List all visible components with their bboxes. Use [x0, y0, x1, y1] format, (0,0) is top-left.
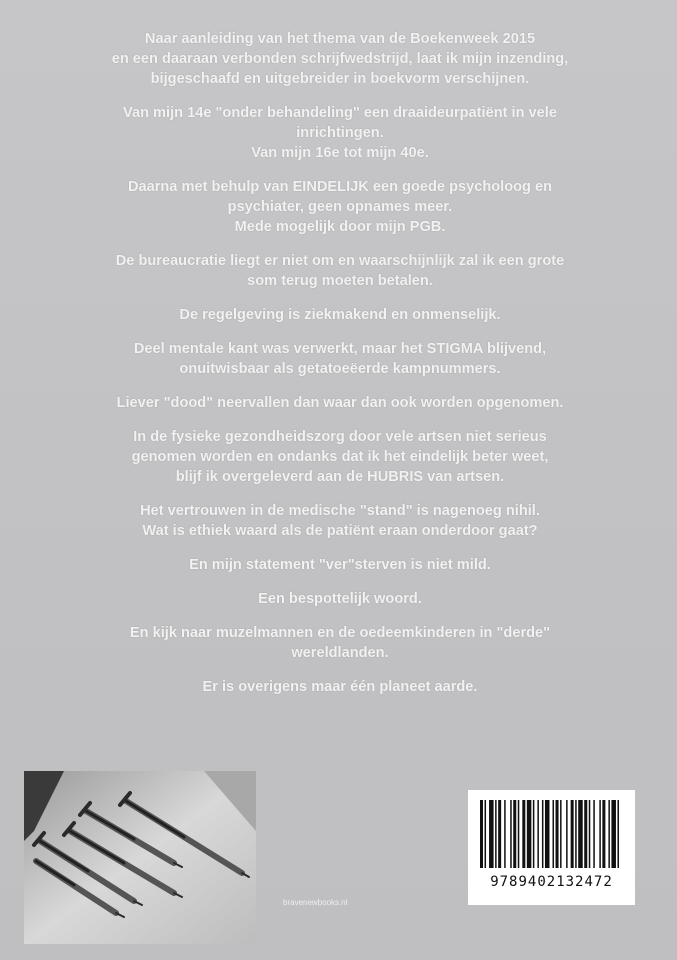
blurb-line: Het vertrouwen in de medische "stand" is nagenoeg nihil.: [140, 503, 540, 519]
blurb-paragraph: [60, 589, 620, 609]
barcode-bar: [617, 800, 619, 868]
blurb-line: Wat is ethiek waard als de patiënt eraan onderdoor gaat?: [142, 523, 538, 539]
barcode-bar: [602, 800, 605, 868]
blurb-paragraph: [60, 501, 620, 541]
barcode-bars: [480, 800, 622, 868]
blurb-line: Een bespottelijk woord.: [258, 591, 422, 607]
isbn-number: 9789402132472: [490, 874, 613, 890]
blurb-line: psychiater, geen opnames meer.: [227, 199, 453, 215]
blurb-line: Deel mentale kant was verwerkt, maar het STIGMA blijvend,: [133, 341, 547, 357]
blurb-line: blijf ik overgeleverd aan de HUBRIS van artsen.: [175, 469, 505, 485]
barcode-bar: [584, 800, 587, 868]
barcode-bar: [510, 800, 512, 868]
blurb-line: De bureaucratie liegt er niet om en waarschijnlijk zal ik een grote: [115, 253, 565, 269]
barcode-bar: [553, 800, 555, 868]
syringes-photo: [24, 771, 256, 944]
barcode-bar: [513, 800, 516, 868]
barcode-bar: [599, 800, 601, 868]
blurb-line: bijgeschaafd en uitgebreider in boekvorm verschijnen.: [150, 71, 530, 87]
blurb-paragraph: [60, 677, 620, 697]
blurb-text: [60, 29, 620, 711]
barcode-bar: [560, 800, 562, 868]
barcode-bar: [498, 800, 501, 868]
blurb-line: Van mijn 16e tot mijn 40e.: [251, 145, 429, 161]
blurb-paragraph: [60, 305, 620, 325]
isbn-barcode: [468, 790, 635, 905]
blurb-paragraph: [60, 339, 620, 379]
blurb-line: Daarna met behulp van EINDELIJK een goede psycholoog en: [127, 179, 553, 195]
barcode-bar: [495, 800, 497, 868]
barcode-bar: [545, 800, 550, 868]
blurb-line: genomen worden en ondanks dat ik het eindelijk beter weet,: [131, 449, 549, 465]
blurb-line: Van mijn 14e "onder behandeling" een draaideurpatiënt in vele: [123, 105, 557, 121]
blurb-line: De regelgeving is ziekmakend en onmenselijk.: [179, 307, 501, 323]
blurb-line: Naar aanleiding van het thema van de Boekenweek 2015: [144, 31, 536, 47]
barcode-bar: [593, 800, 595, 868]
blurb-line: inrichtingen.: [296, 125, 384, 141]
barcode-bar: [504, 800, 506, 868]
blurb-line: In de fysieke gezondheidszorg door vele artsen niet serieus: [133, 429, 547, 445]
barcode-bar: [589, 800, 591, 868]
barcode-bar: [575, 800, 577, 868]
barcode-bar: [571, 800, 574, 868]
blurb-line: som terug moeten betalen.: [247, 273, 433, 289]
blurb-paragraph: [60, 29, 620, 89]
blurb-line: en een daaraan verbonden schrijfwedstrijd, laat ik mijn inzending,: [111, 51, 569, 67]
blurb-line: En kijk naar muzelmannen en de oedeemkinderen in "derde": [129, 625, 551, 641]
syringes-image: [24, 771, 256, 944]
blurb-line: onuitwisbaar als getatoeëerde kampnummers.: [179, 361, 501, 377]
barcode-bar: [527, 800, 532, 868]
barcode-bar: [542, 800, 544, 868]
blurb-line: Liever "dood" neervallen dan waar dan ook worden opgenomen.: [116, 395, 564, 411]
barcode-bar: [533, 800, 535, 868]
blurb-line: wereldlanden.: [291, 645, 389, 661]
blurb-line: En mijn statement "ver"sterven is niet mild.: [189, 557, 491, 573]
blurb-paragraph: [60, 393, 620, 413]
barcode-bar: [578, 800, 583, 868]
barcode-bar: [489, 800, 494, 868]
blurb-paragraph: [60, 177, 620, 237]
blurb-paragraph: [60, 555, 620, 575]
barcode-bar: [611, 800, 616, 868]
barcode-bar: [566, 800, 568, 868]
publisher-url: bravenewbooks.nl: [283, 898, 348, 907]
blurb-paragraph: [60, 103, 620, 163]
barcode-bar: [608, 800, 610, 868]
barcode-bar: [518, 800, 520, 868]
barcode-bar: [522, 800, 525, 868]
blurb-paragraph: [60, 427, 620, 487]
barcode-bar: [556, 800, 559, 868]
blurb-line: Mede mogelijk door mijn PGB.: [234, 219, 446, 235]
blurb-paragraph: [60, 623, 620, 663]
blurb-line: Er is overigens maar één planeet aarde.: [202, 679, 478, 695]
barcode-bar: [485, 800, 487, 868]
barcode-bar: [537, 800, 539, 868]
blurb-paragraph: [60, 251, 620, 291]
barcode-bar: [480, 800, 483, 868]
